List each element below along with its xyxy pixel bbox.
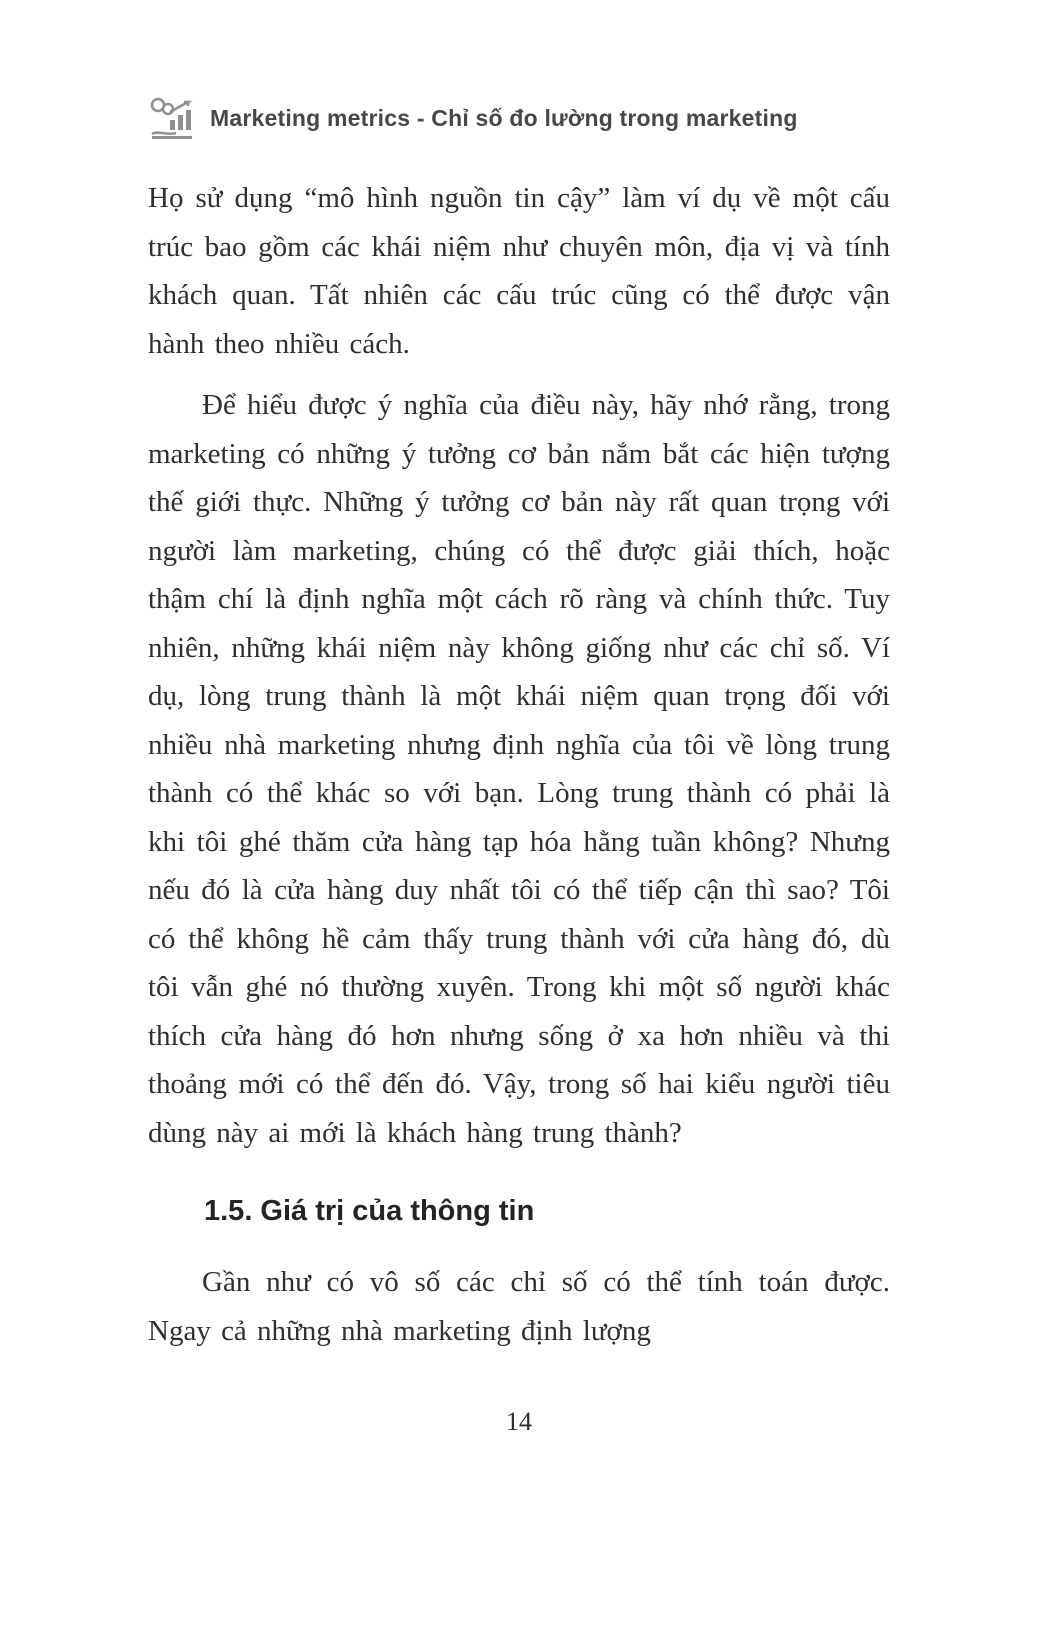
running-header-title: Marketing metrics - Chỉ số đo lường trong marketing — [210, 104, 798, 131]
page-body — [148, 174, 890, 1355]
paragraph-2: Để hiểu được ý nghĩa của điều này, hãy nhớ rằng, trong marketing có những ý tưởng cơ bản nắm bắt các hiện tượng thế giới thực. Những ý tưởng cơ bản này rất quan trọng với người làm marketing, chúng có thể được giải thích, hoặc thậm chí là định nghĩa một cách rõ ràng và chính thức. Tuy nhiên, những khái niệm này không giống như các chỉ số. Ví dụ, lòng trung thành là một khái niệm quan trọng đối với nhiều nhà marketing nhưng định nghĩa của tôi về lòng trung thành có thể khác so với bạn. Lòng trung thành có phải là khi tôi ghé thăm cửa hàng tạp hóa hằng tuần không? Nhưng nếu đó là cửa hàng duy nhất tôi có thể tiếp cận thì sao? Tôi có thể không hề cảm thấy trung thành với cửa hàng đó, dù tôi vẫn ghé nó thường xuyên. Trong khi một số người khác thích cửa hàng đó hơn nhưng sống ở xa hơn nhiều và thi thoảng mới có thể đến đó. Vậy, trong số hai kiểu người tiêu dùng này ai mới là khách hàng trung thành? — [148, 389, 890, 1149]
running-header — [148, 96, 890, 140]
marketing-metrics-logo-icon — [148, 96, 196, 140]
section-heading-1-5: 1.5. Giá trị của thông tin — [204, 1195, 535, 1227]
paragraph-3: Gần như có vô số các chỉ số có thể tính toán được. Ngay cả những nhà marketing định lượng — [148, 1266, 890, 1347]
page-number: 14 — [506, 1407, 532, 1436]
page-footer — [148, 1407, 890, 1437]
paragraph-1: Họ sử dụng “mô hình nguồn tin cậy” làm ví dụ về một cấu trúc bao gồm các khái niệm như chuyên môn, địa vị và tính khách quan. Tất nhiên các cấu trúc cũng có thể được vận hành theo nhiều cách. — [148, 182, 890, 360]
